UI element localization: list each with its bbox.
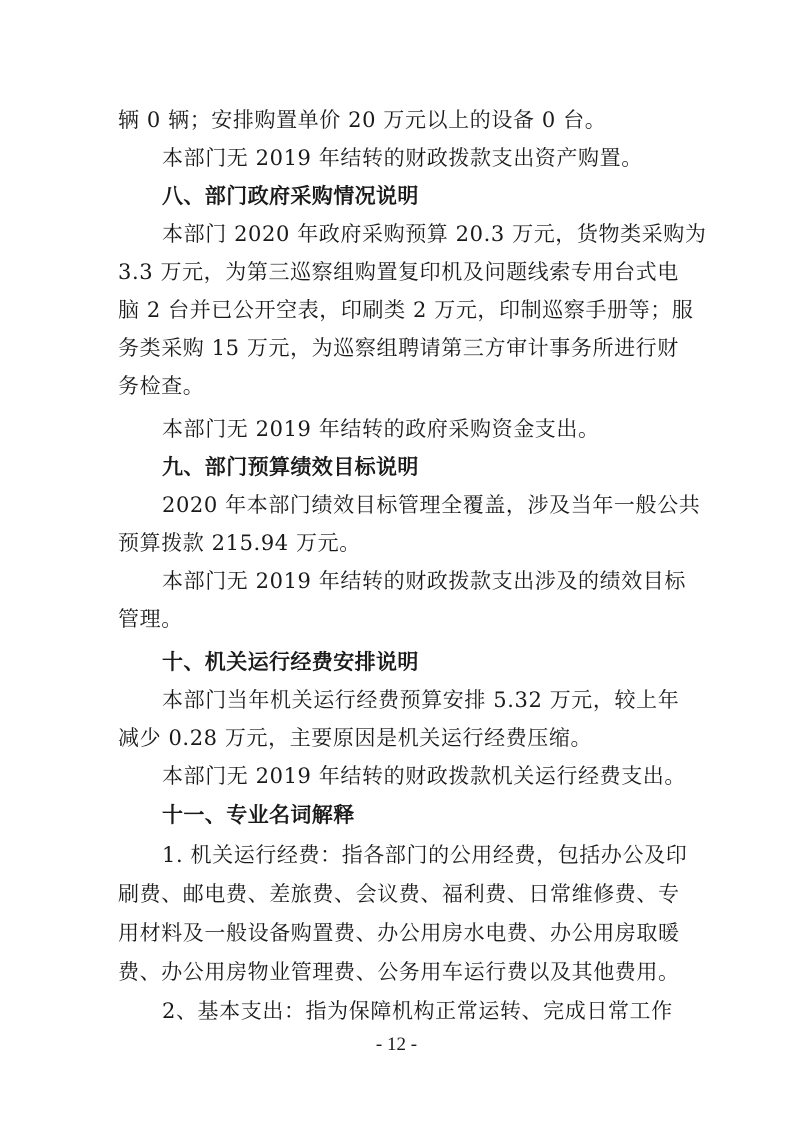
body-text-line: 刷费、邮电费、差旅费、会议费、福利费、日常维修费、专 [118, 882, 680, 906]
body-text-line: 管理。 [118, 607, 183, 631]
body-text-line: 务类采购 15 万元，为巡察组聘请第三方审计事务所进行财 [118, 336, 679, 360]
section-heading-performance: 九、部门预算绩效目标说明 [162, 455, 419, 479]
body-text-line: 本部门无 2019 年结转的政府采购资金支出。 [162, 417, 600, 441]
body-text-line: 2020 年本部门绩效目标管理全覆盖，涉及当年一般公共 [162, 493, 701, 517]
body-text-line: 本部门无 2019 年结转的财政拨款机关运行经费支出。 [162, 764, 686, 788]
body-text-line: 3.3 万元，为第三巡察组购置复印机及问题线索专用台式电 [118, 260, 679, 284]
body-text-line: 本部门当年机关运行经费预算安排 5.32 万元，较上年 [162, 688, 680, 712]
body-text-line: 2、基本支出：指为保障机构正常运转、完成日常工作 [162, 999, 673, 1023]
section-heading-operating-expenses: 十、机关运行经费安排说明 [162, 650, 419, 674]
body-text-line: 费、办公用房物业管理费、公务用车运行费以及其他费用。 [118, 960, 680, 984]
section-heading-procurement: 八、部门政府采购情况说明 [162, 184, 419, 208]
body-text-line: 用材料及一般设备购置费、办公用房水电费、办公用房取暖 [118, 921, 680, 945]
body-text-line: 本部门无 2019 年结转的财政拨款支出涉及的绩效目标 [162, 569, 686, 593]
body-text-line: 务检查。 [118, 374, 205, 398]
body-text-line: 脑 2 台并已公开空表，印刷类 2 万元，印制巡察手册等；服 [118, 298, 694, 322]
section-heading-glossary: 十一、专业名词解释 [162, 803, 355, 827]
body-text-line: 辆 0 辆；安排购置单价 20 万元以上的设备 0 台。 [118, 108, 607, 132]
body-text-line: 减少 0.28 万元，主要原因是机关运行经费压缩。 [118, 726, 593, 750]
body-text-line: 本部门 2020 年政府采购预算 20.3 万元，货物类采购为 [162, 222, 707, 246]
body-text-line: 本部门无 2019 年结转的财政拨款支出资产购置。 [162, 146, 643, 170]
body-text-line: 1. 机关运行经费：指各部门的公用经费，包括办公及印 [162, 843, 688, 867]
page-number: - 12 - [375, 1034, 418, 1055]
body-text-line: 预算拨款 215.94 万元。 [118, 531, 361, 555]
